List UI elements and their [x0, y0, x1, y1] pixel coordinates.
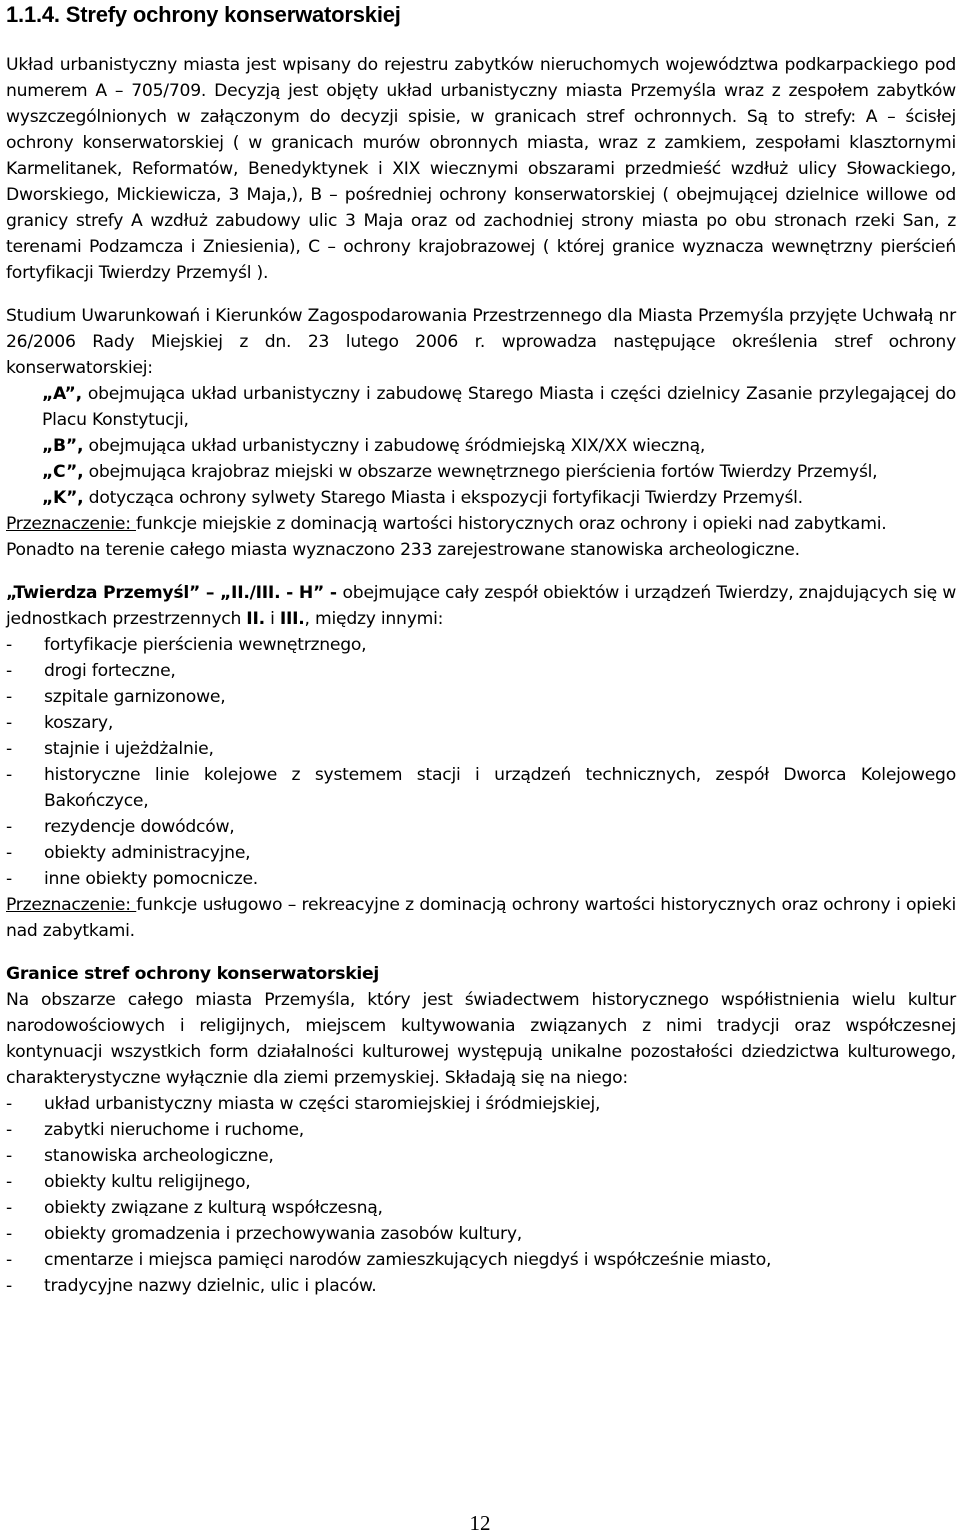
- list-dash: -: [6, 713, 12, 733]
- list-item-text: obiekty gromadzenia i przechowywania zasobów kultury,: [44, 1224, 522, 1244]
- list-dash: -: [6, 1276, 12, 1296]
- list-dash: -: [6, 661, 12, 681]
- list-item-text: obiekty związane z kulturą współczesną,: [44, 1198, 383, 1218]
- list-item-text: układ urbanistyczny miasta w części staromiejskiej i śródmiejskiej,: [44, 1094, 601, 1114]
- list-item-text: koszary,: [44, 713, 114, 733]
- list-dash: -: [6, 869, 12, 889]
- twierdza-text: , między innymi:: [304, 609, 444, 629]
- zone-k: [6, 485, 956, 511]
- granice-paragraph: Na obszarze całego miasta Przemyśla, który jest świadectwem historycznego współistnienia wielu kultur narodowościowych i religijnych, miejscem kultywowania związanych z nimi tradycji oraz współczesnej kontynuacji wszystkich form działalności kulturowej występują unikalne pozostałości dziedzictwa kulturowego, charakterystyczne wyłącznie dla ziemi przemyskiej. Składają się na niego:: [6, 990, 956, 1088]
- list-dash: -: [6, 765, 12, 785]
- list-dash: -: [6, 739, 12, 759]
- studium-paragraph: Studium Uwarunkowań i Kierunków Zagospodarowania Przestrzennego dla Miasta Przemyśla przyjęte Uchwałą nr 26/2006 Rady Miejskiej z dn. 23 lutego 2006 r. wprowadza następujące określenia stref ochrony konserwatorskiej:: [6, 306, 956, 378]
- twierdza-list: [6, 632, 956, 892]
- list-item: [6, 762, 956, 814]
- przeznaczenie-label: Przeznaczenie:: [6, 895, 137, 915]
- zone-code: „A”,: [42, 384, 82, 404]
- list-dash: -: [6, 1120, 12, 1140]
- list-item-text: fortyfikacje pierścienia wewnętrznego,: [44, 635, 367, 655]
- list-item-text: historyczne linie kolejowe z systemem stacji i urządzeń technicznych, zespół Dworca Kolejowego Bakończyce,: [44, 765, 956, 811]
- list-dash: -: [6, 817, 12, 837]
- list-item-text: obiekty kultu religijnego,: [44, 1172, 251, 1192]
- twierdza-zones: „II./III. - H”: [220, 583, 325, 603]
- list-item: [6, 658, 956, 684]
- list-item: [6, 1143, 956, 1169]
- list-item: [6, 1117, 956, 1143]
- list-dash: -: [6, 687, 12, 707]
- list-item: [6, 684, 956, 710]
- list-item: [6, 710, 956, 736]
- list-dash: -: [6, 1250, 12, 1270]
- list-item: [6, 1195, 956, 1221]
- zone-text: dotycząca ochrony sylwety Starego Miasta i ekspozycji fortyfikacji Twierdzy Przemyśl.: [83, 488, 803, 508]
- zone-text: obejmująca układ urbanistyczny i zabudowę Starego Miasta i części dzielnicy Zasanie przylegającej do Placu Konstytucji,: [42, 384, 956, 430]
- section-heading: 1.1.4. Strefy ochrony konserwatorskiej: [6, 2, 401, 27]
- list-dash: -: [6, 1224, 12, 1244]
- przeznaczenie-2: [6, 892, 956, 944]
- twierdza-unit: III.: [279, 609, 305, 629]
- list-item: [6, 866, 956, 892]
- list-item-text: inne obiekty pomocnicze.: [44, 869, 259, 889]
- list-dash: -: [6, 1172, 12, 1192]
- list-item-text: stajnie i ujeżdżalnie,: [44, 739, 214, 759]
- intro-paragraph: Układ urbanistyczny miasta jest wpisany do rejestru zabytków nieruchomych województwa podkarpackiego pod numerem A – 705/709. Decyzją jest objęty układ urbanistyczny miasta Przemyśla wraz z zespołem zabytków wyszczególnionych w załączonym do decyzji spisie, w granicach stref ochronnych. Są to strefy: A – ścisłej ochrony konserwatorskiej ( w granicach murów obronnych miasta, wraz z zamkiem, zespołami klasztornymi Karmelitanek, Reformatów, Benedyktynek i XIX wiecznymi obszarami przedmieść wzdłuż ulicy Słowackiego, Dworskiego, Mickiewicza, 3 Maja,), B – pośredniej ochrony konserwatorskiej ( obejmującej dzielnice willowe od granicy strefy A wzdłuż zabudowy ulic 3 Maja oraz od zachodniej strony miasta po obu stronach rzeki San, z terenami Podzamcza i Zniesienia), C – ochrony krajobrazowej ( której granice wyznacza wewnętrzny pierścień fortyfikacji Twierdzy Przemyśl ).: [6, 55, 956, 283]
- list-item: [6, 1247, 956, 1273]
- list-dash: -: [6, 1146, 12, 1166]
- list-dash: -: [6, 635, 12, 655]
- zone-code: „B”,: [42, 436, 84, 456]
- list-item: [6, 814, 956, 840]
- list-item-text: zabytki nieruchome i ruchome,: [44, 1120, 304, 1140]
- twierdza-text: i: [264, 609, 280, 629]
- zone-text: obejmująca układ urbanistyczny i zabudowę śródmiejską XIX/XX wieczną,: [83, 436, 706, 456]
- twierdza-dash: -: [324, 583, 343, 603]
- list-item-text: rezydencje dowódców,: [44, 817, 235, 837]
- granice-list: [6, 1091, 956, 1299]
- twierdza-title: „Twierdza Przemyśl”: [6, 583, 201, 603]
- list-item: [6, 632, 956, 658]
- zone-c: [6, 459, 956, 485]
- list-item: [6, 1169, 956, 1195]
- list-item: [6, 1221, 956, 1247]
- list-item-text: obiekty administracyjne,: [44, 843, 251, 863]
- document-body: [6, 52, 956, 1299]
- list-item-text: szpitale garnizonowe,: [44, 687, 226, 707]
- list-item-text: cmentarze i miejsca pamięci narodów zamieszkujących niegdyś i współcześnie miasto,: [44, 1250, 772, 1270]
- przeznaczenie-text: funkcje miejskie z dominacją wartości historycznych oraz ochrony i opieki nad zabytkami.: [135, 514, 887, 534]
- zone-text: obejmująca krajobraz miejski w obszarze wewnętrznego pierścienia fortów Twierdzy Przemyśl,: [83, 462, 878, 482]
- twierdza-paragraph: [6, 580, 956, 632]
- zone-code: „K”,: [42, 488, 84, 508]
- granice-heading: Granice stref ochrony konserwatorskiej: [6, 964, 380, 984]
- twierdza-dash: –: [200, 583, 220, 603]
- list-item: [6, 1091, 956, 1117]
- przeznaczenie-label: Przeznaczenie:: [6, 514, 136, 534]
- list-item: [6, 736, 956, 762]
- list-dash: -: [6, 1198, 12, 1218]
- przeznaczenie-text: funkcje usługowo – rekreacyjne z dominacją ochrony wartości historycznych oraz ochrony i opieki nad zabytkami.: [6, 895, 956, 941]
- page-number: 12: [469, 1511, 491, 1535]
- zone-a: [6, 381, 956, 433]
- list-item: [6, 840, 956, 866]
- archeo-paragraph: Ponadto na terenie całego miasta wyznaczono 233 zarejestrowane stanowiska archeologiczne.: [6, 540, 800, 560]
- list-item-text: tradycyjne nazwy dzielnic, ulic i placów.: [44, 1276, 377, 1296]
- list-dash: -: [6, 843, 12, 863]
- twierdza-unit: II.: [246, 609, 265, 629]
- zone-b: [6, 433, 956, 459]
- zone-code: „C”,: [42, 462, 84, 482]
- list-dash: -: [6, 1094, 12, 1114]
- list-item: [6, 1273, 956, 1299]
- twierdza-text: obejmujące cały zespół obiektów i urządzeń Twierdzy, znajdujących się w jednostkach przestrzennych: [6, 583, 957, 629]
- przeznaczenie-1: [6, 511, 956, 537]
- list-item-text: stanowiska archeologiczne,: [44, 1146, 274, 1166]
- list-item-text: drogi forteczne,: [44, 661, 176, 681]
